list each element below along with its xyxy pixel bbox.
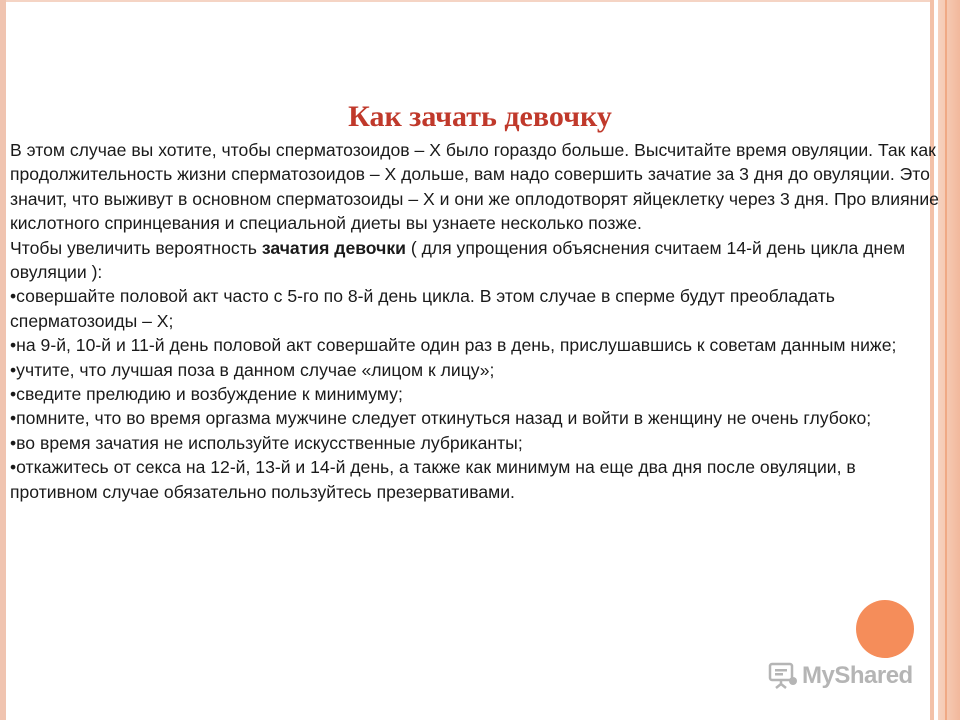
top-border (6, 0, 930, 2)
bullet-item: •учтите, что лучшая поза в данном случае «лицом к лицу»; (10, 359, 495, 380)
paragraph-goal (10, 236, 942, 285)
slide-title: Как зачать девочку (348, 100, 612, 133)
paragraph-goal-before: Чтобы увеличить вероятность (10, 237, 262, 258)
paragraph-goal-after: ( для упрощения объяснения считаем 14-й день цикла днем овуляции ): (10, 237, 906, 283)
bullet-item: •на 9-й, 10-й и 11-й день половой акт совершайте один раз в день, прислушавшись к советам данным ниже; (10, 335, 897, 356)
watermark-logo (768, 656, 928, 696)
paragraph-intro: В этом случае вы хотите, чтобы сперматозоидов – X было гораздо больше. Высчитайте время овуляции. Так как продолжительность жизни сперматозоидов – X дольше, вам надо совершить зачатие за 3 дня до овуляции. Это значит, что выживут в основном сперматозоиды – X и они же оплодотворят яйцеклетку через 3 дня. Про влияние кислотного спринцевания и специальной диеты вы узнаете несколько позже. (10, 140, 939, 234)
bullet-item: •сведите прелюдию и возбуждение к минимуму; (10, 384, 403, 405)
bullet-item: •помните, что во время оргазма мужчине следует откинуться назад и войти в женщину не очень глубоко; (10, 408, 872, 429)
bullet-item: •во время зачатия не используйте искусственные лубриканты; (10, 432, 523, 453)
bullet-item: •совершайте половой акт часто с 5-го по 8-й день цикла. В этом случае в сперме будут преобладать сперматозоиды – X; (10, 286, 835, 331)
paragraph-goal-bold: зачатия девочки (261, 237, 406, 258)
presentation-icon (768, 661, 798, 691)
slide-body (10, 138, 942, 504)
accent-circle (856, 600, 914, 658)
watermark-text: MyShared (802, 662, 913, 689)
bullet-item: •откажитесь от секса на 12-й, 13-й и 14-й день, а также как минимум на еще два дня после овуляции, в противном случае обязательно пользуйтесь презервативами. (10, 457, 856, 502)
